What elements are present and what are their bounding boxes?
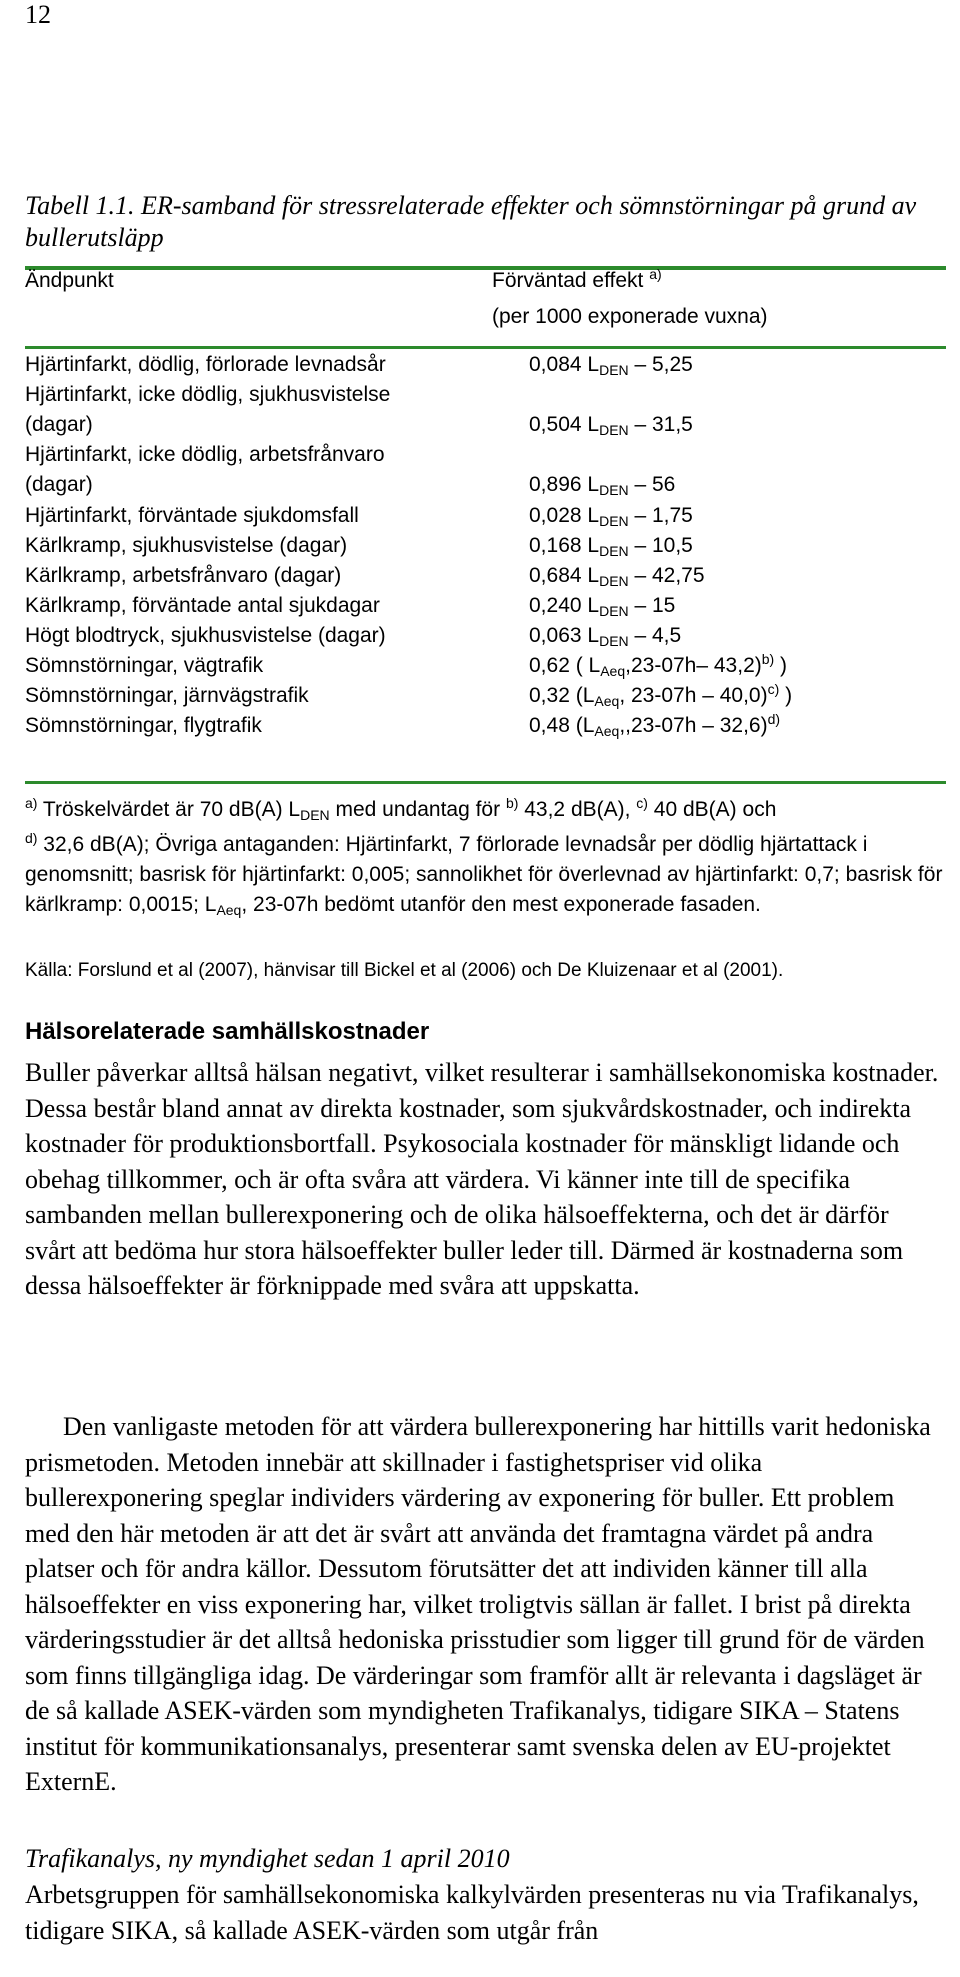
row-label: Hjärtinfarkt, icke dödlig, sjukhusvistelse (dagar) — [25, 383, 391, 436]
table-source: Källa: Forslund et al (2007), hänvisar till Bickel et al (2006) och De Kluizenaar et al (2001). — [25, 960, 784, 981]
row-value: 0,896 $L_{DEN} - 56$ — [529, 473, 676, 498]
paragraph-3: Arbetsgruppen för samhällsekonomiska kalkylvärden presenteras nu via Trafikanalys, tidigare SIKA, så kallade ASEK-värden som utgår från — [25, 1880, 919, 1945]
row-label: Hjärtinfarkt, förväntade sjukdomsfall — [25, 504, 359, 527]
subheading: Trafikanalys, ny myndighet sedan 1 april 2010 — [25, 1844, 510, 1873]
page-number: 12 — [25, 0, 51, 29]
table-header-rule — [25, 346, 946, 349]
row-label: Kärlkramp, arbetsfrånvaro (dagar) — [25, 564, 342, 587]
row-value: 0,32 ($L_{Aeq}$, 23-07h – 40,0)$^{c)}$ ) — [529, 681, 793, 709]
footnote-marker: a) — [649, 266, 662, 282]
table-caption: Tabell 1.1. ER-samband för stressrelaterade effekter och sömnstörningar på grund av bullerutsläpp — [25, 191, 917, 252]
row-value: 0,063 $L_{DEN} - 4,5$ — [529, 624, 682, 649]
row-label: Kärlkramp, förväntade antal sjukdagar — [25, 594, 380, 617]
column-header-effect: Förväntad effekt $^{a)}$ — [492, 266, 662, 292]
row-label: Sömnstörningar, järnvägstrafik — [25, 684, 309, 707]
column-header-endpoint: Ändpunkt — [25, 269, 114, 292]
row-label: Kärlkramp, sjukhusvistelse (dagar) — [25, 534, 348, 557]
row-value: 0,684 $L_{DEN} - 42,75$ — [529, 564, 705, 589]
table-bottom-rule — [25, 781, 946, 784]
row-value: 0,084 $L_{DEN} - 5,25$ — [529, 353, 693, 378]
row-label: Hjärtinfarkt, icke dödlig, arbetsfrånvaro (dagar) — [25, 443, 385, 496]
row-value: 0,168 $L_{DEN} - 10,5$ — [529, 534, 693, 559]
row-value: 0,48 $(L_{Aeq},,23-07h - 32,6)^{d)}$ — [529, 711, 781, 739]
paragraph-2: Den vanligaste metoden för att värdera bullerexponering har hittills varit hedoniska prismetoden. Metoden innebär att skillnader i fastighetspriser vid olika bullerexponering speglar individers värdering av exponering för buller. Ett problem med den här metoden är att det är svårt att använda det framtagna värdet på andra platser och för andra källor. Dessutom förutsätter det att individen känner till alla hälsoeffekter en viss exponering har, vilket troligtvis sällan är fallet. I brist på direkta värderingsstudier är det alltså hedoniska prisstudier som ligger till grund för de värden som finns tillgängliga idag. De värderingar som framför allt är relevanta i dagsläget är de så kallade ASEK-värden som myndigheten Trafikanalys, tidigare SIKA – Statens institut för kommunikationsanalys, presenterar samt svenska delen av EU-projektet ExternE. — [25, 1412, 931, 1796]
table-top-rule — [25, 266, 946, 270]
row-label: Sömnstörningar, flygtrafik — [25, 714, 262, 737]
row-value: 0,62 ( $L_{Aeq},23-07h-$ 43,2)$^{b)}$ ) — [529, 651, 788, 679]
row-label: Högt blodtryck, sjukhusvistelse (dagar) — [25, 624, 386, 647]
column-subheader: (per 1000 exponerade vuxna) — [492, 305, 768, 328]
row-value: 0,504 $L_{DEN} - 31,5$ — [529, 413, 693, 438]
row-label: Hjärtinfarkt, dödlig, förlorade levnadsår — [25, 353, 386, 376]
row-label: Sömnstörningar, vägtrafik — [25, 654, 264, 677]
table-footnotes: $^{a)}$ Tröskelvärdet är 70 dB(A) $L_{DEN}$ med undantag för $^{b)}$ 43,2 dB(A), $^{c)}$ 40 dB(A) och $^{d)}$ 32,6 dB(A); Övriga antaganden: Hjärtinfarkt, 7 förlorade levnadsår per dödlig hjärtattack i genomsnitt; basrisk för hjärtinfarkt: 0,005; sannolikhet för överlevnad av hjärtinfarkt: 0,7; basrisk för kärlkramp: 0,0015; $L_{Aeq}$, 23-07h bedömt utanför den mest exponerade fasaden. — [25, 795, 943, 918]
section-heading: Hälsorelaterade samhällskostnader — [25, 1018, 430, 1045]
paragraph-1: Buller påverkar alltså hälsan negativt, vilket resulterar i samhällsekonomiska kostnader. Dessa består bland annat av direkta kostnader, som sjukvårdskostnader, och indirekta kostnader för produktionsbortfall. Psykosociala kostnader för mänskligt lidande och obehag tillkommer, och är ofta svåra att värdera. Vi känner inte till de specifika sambanden mellan bullerexponering och de olika hälsoeffekterna, och det är därför svårt att bedöma hur stora hälsoeffekter buller leder till. Därmed är kostnaderna som dessa hälsoeffekter är förknippade med svåra att uppskatta. — [25, 1058, 939, 1300]
row-value: 0,240 $L_{DEN} - 15$ — [529, 594, 676, 619]
row-value: 0,028 $L_{DEN} - 1,75$ — [529, 504, 693, 529]
